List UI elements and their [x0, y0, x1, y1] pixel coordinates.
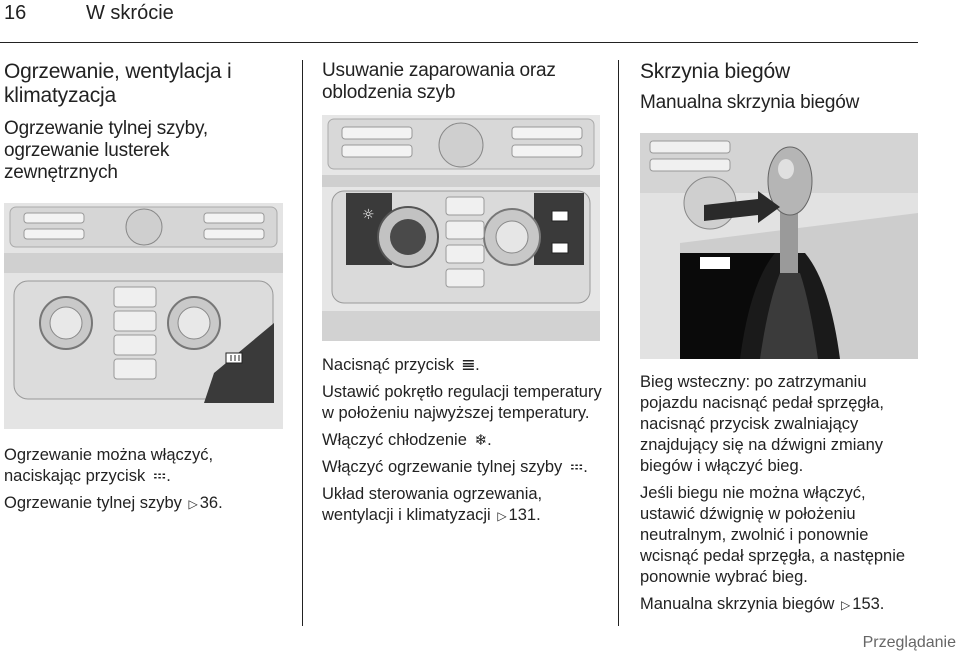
rear-window-defrost-icon: 𝌅: [569, 459, 584, 476]
paragraph-1-end: .: [166, 467, 171, 485]
column-divider-2: [618, 60, 619, 626]
section-title: Skrzynia biegów: [640, 60, 790, 83]
retry-gear-text: Jeśli biegu nie można włączyć, ustawić dźwignię w położeniu neutralnym, zwolnić i ponownie wcisnąć pedał sprzęgła, a następnie ponownie wybrać bieg.: [640, 484, 906, 586]
column-1: [4, 60, 288, 184]
column-divider-1: [302, 60, 303, 626]
header-rule: [0, 42, 918, 43]
column-2: [322, 60, 606, 104]
svg-text:☼: ☼: [362, 207, 375, 223]
paragraph-1-text: Ogrzewanie można włączyć, naciskając przycisk: [4, 446, 214, 485]
gear-lever-photo: [640, 133, 918, 359]
reference-arrow-icon: ▷: [188, 497, 198, 511]
column-2-body: [322, 355, 606, 533]
section-subtitle: Manualna skrzynia biegów: [640, 92, 860, 113]
reference-arrow-icon: ▷: [497, 509, 507, 523]
reverse-gear-text: Bieg wsteczny: po zatrzymaniu pojazdu nacisnąć pedał sprzęgła, nacisnąć przycisk zwalniający znajdujący się na dźwigni zmiany biegów i włączyć bieg.: [640, 373, 884, 475]
page-reference: 131.: [508, 506, 541, 524]
page-number: 16: [4, 2, 27, 24]
footer-label: Przeglądanie: [862, 634, 956, 651]
manual-gearbox-ref-text: Manualna skrzynia biegów: [640, 595, 835, 613]
step-1-text: Nacisnąć przycisk: [322, 356, 455, 374]
running-title: W skrócie: [86, 2, 174, 24]
paragraph-2-text: Ogrzewanie tylnej szyby: [4, 494, 182, 512]
windscreen-defrost-icon: 𝌆: [461, 357, 476, 374]
step-3-text: Włączyć chłodzenie: [322, 431, 467, 449]
hvac-panel-photo-2: [322, 115, 600, 341]
column-1-body: [4, 445, 288, 521]
section-subtitle: Ogrzewanie tylnej szyby, ogrzewanie lusterek zewnętrznych: [4, 118, 208, 183]
page-reference: 36.: [199, 494, 223, 512]
rear-window-defrost-icon: 𝌅: [152, 468, 167, 485]
hvac-panel-photo-1: [4, 203, 283, 429]
section-title: Usuwanie zaparowania oraz oblodzenia szyb: [322, 60, 556, 103]
step-2-text: Ustawić pokrętło regulacji temperatury w położeniu najwyższej temperatury.: [322, 383, 602, 422]
page-reference: 153.: [852, 595, 885, 613]
step-4-end: .: [583, 458, 588, 476]
column-3-body: [640, 372, 918, 622]
step-4-text: Włączyć ogrzewanie tylnej szyby: [322, 458, 563, 476]
reference-arrow-icon: ▷: [841, 598, 851, 612]
step-5-text: Układ sterowania ogrzewania, wentylacji i klimatyzacji: [322, 485, 543, 524]
section-title: Ogrzewanie, wentylacja i klimatyzacja: [4, 60, 232, 107]
step-1-end: .: [475, 356, 480, 374]
step-3-end: .: [487, 431, 492, 449]
column-3: [640, 60, 920, 114]
cooling-icon: ❄: [474, 432, 488, 449]
